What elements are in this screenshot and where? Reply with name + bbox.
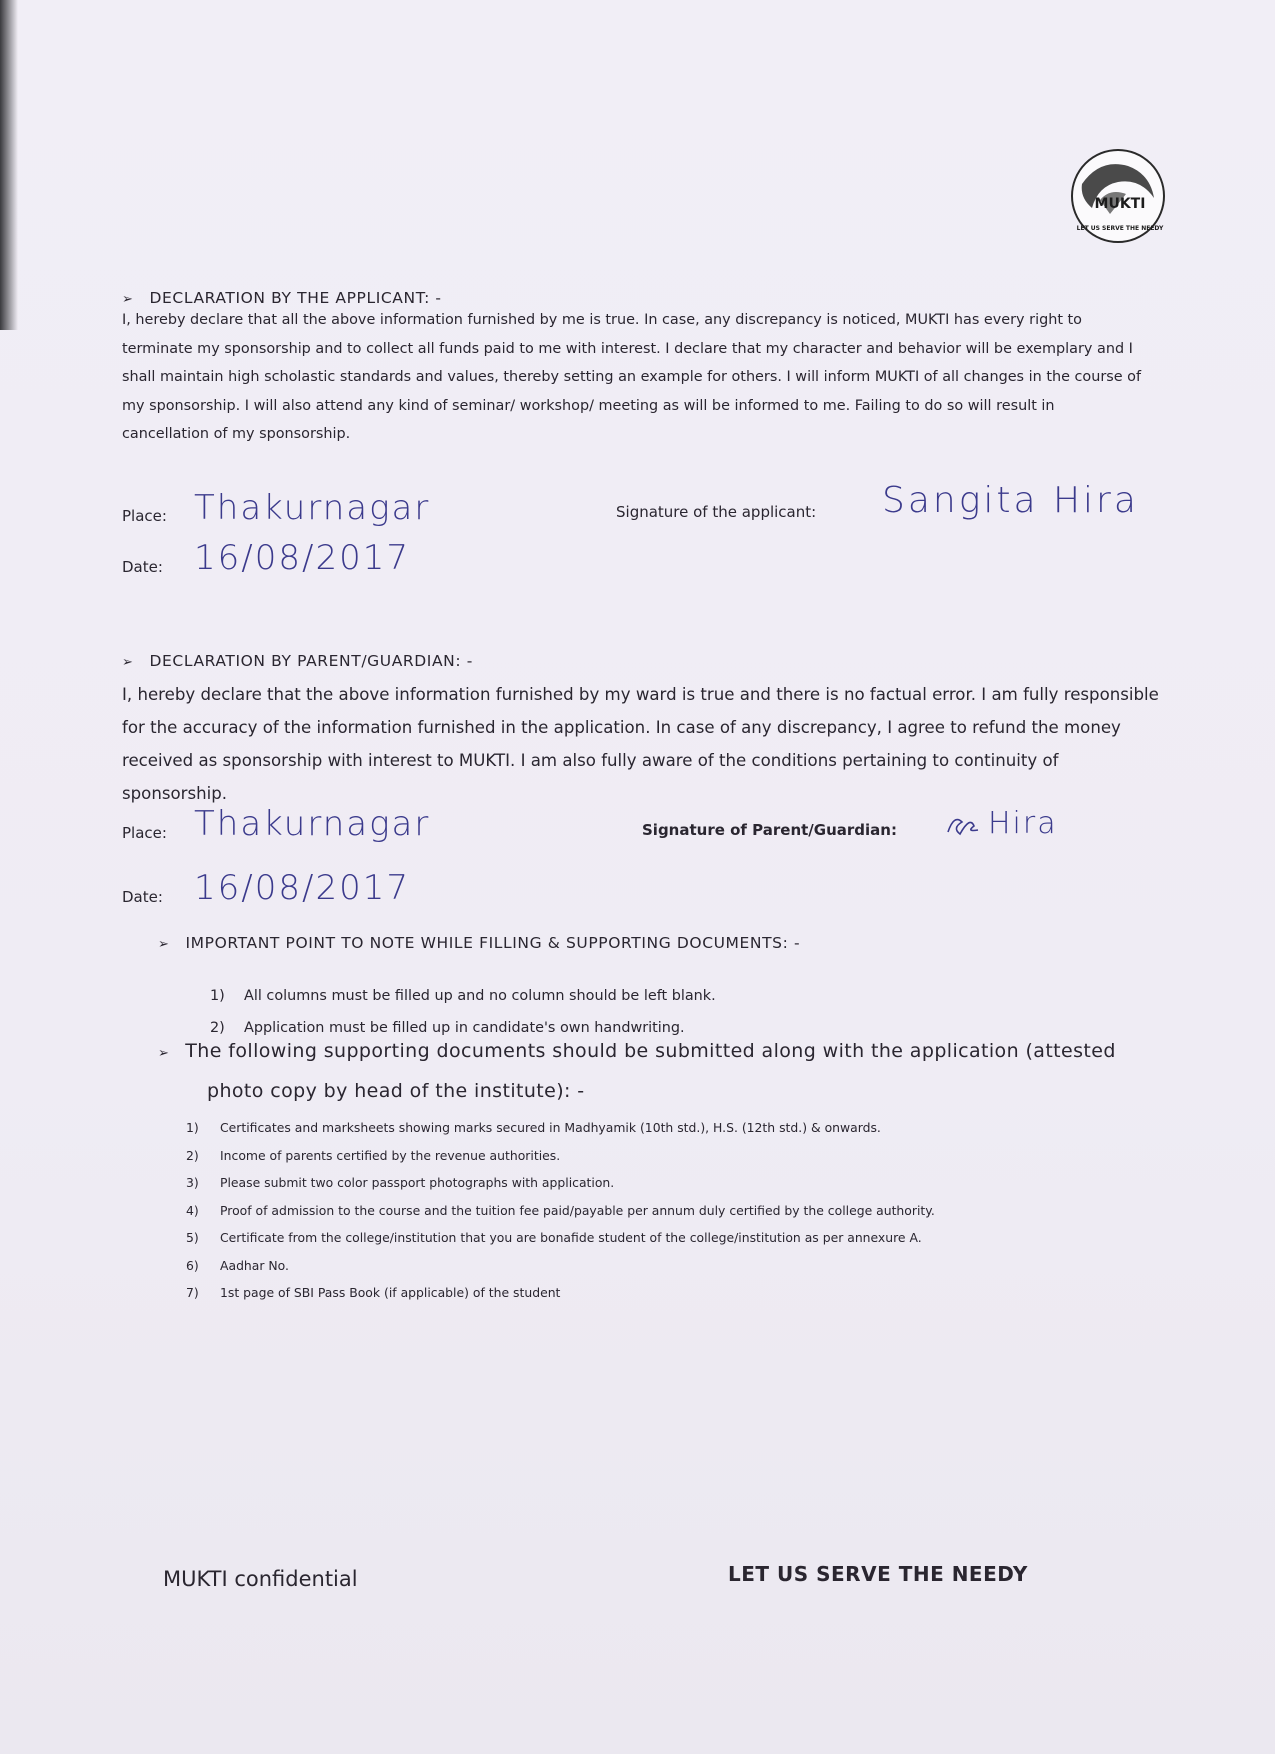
- list-item: 4) Proof of admission to the course and the tuition fee paid/payable per annum duly certified by the college authority.: [186, 1202, 935, 1218]
- list-item: 5) Certificate from the college/institution that you are bonafide student of the college/institution as per annexure A.: [186, 1230, 922, 1245]
- list-item: 7) 1st page of SBI Pass Book (if applicable) of the student: [186, 1285, 561, 1300]
- applicant-date-value: 16/08/2017: [194, 538, 410, 578]
- applicant-signature: Sangita Hira: [882, 480, 1139, 521]
- important-points-list: [210, 980, 716, 1044]
- applicant-declaration-text: I, hereby declare that all the above information furnished by me is true. In case, any discrepancy is noticed, MUKTI has every right to terminate my sponsorship and to collect all funds paid to me with interest. I declare that my character and behavior will be exemplary and I shall maintain high scholastic standards and values, thereby setting an example for others. I will inform MUKTI of all changes in the course of my sponsorship. I will also attend any kind of seminar/ workshop/ meeting as will be informed to me. Failing to do so will result in cancellation of my sponsorship.: [122, 312, 1142, 442]
- arrow-bullet-icon: ➢: [122, 292, 134, 307]
- footer-tagline: LET US SERVE THE NEEDY: [728, 1562, 1028, 1586]
- list-item: 3) Please submit two color passport photographs with application.: [186, 1175, 615, 1190]
- signature-scribble-icon: [944, 810, 988, 840]
- guardian-declaration-text: I, hereby declare that the above information furnished by my ward is true and there is no factual error. I am fully responsible for the accuracy of the information furnished in the application. In case of any discrepancy, I agree to refund the money received as sponsorship with interest to MUKTI. I am also fully aware of the conditions pertaining to continuity of sponsorship.: [122, 685, 1159, 803]
- applicant-place-label: Place:: [122, 507, 167, 525]
- mukti-logo-seal: [1070, 148, 1166, 244]
- guardian-signature-label: Signature of Parent/Guardian:: [642, 821, 897, 839]
- guardian-declaration-heading: ➢ DECLARATION BY PARENT/GUARDIAN: -: [122, 652, 473, 670]
- applicant-place-value: Thakurnagar: [194, 488, 431, 528]
- logo-text: MUKTI: [1094, 196, 1146, 212]
- arrow-bullet-icon: ➢: [122, 655, 134, 670]
- guardian-place-value: Thakurnagar: [194, 804, 431, 844]
- footer-confidential: MUKTI confidential: [163, 1567, 358, 1591]
- applicant-signature-label: Signature of the applicant:: [616, 503, 817, 521]
- list-item: 6) Aadhar No.: [186, 1257, 289, 1273]
- supporting-documents-heading-cont: photo copy by head of the institute): -: [207, 1080, 585, 1102]
- list-item: 2) Income of parents certified by the revenue authorities.: [186, 1147, 561, 1163]
- guardian-place-label: Place:: [122, 824, 167, 842]
- guardian-signature: Hira: [944, 806, 1058, 841]
- important-points-heading: ➢ IMPORTANT POINT TO NOTE WHILE FILLING & SUPPORTING DOCUMENTS: -: [158, 934, 801, 952]
- supporting-documents-heading: ➢ The following supporting documents should be submitted along with the application (attested: [158, 1040, 1116, 1062]
- supporting-documents-list: [186, 1114, 935, 1307]
- arrow-bullet-icon: ➢: [158, 1046, 170, 1061]
- scan-edge-shadow: [0, 0, 18, 330]
- list-item: 2) Application must be filled up in candidate's own handwriting.: [210, 1020, 685, 1036]
- list-item: 1) All columns must be filled up and no column should be left blank.: [210, 988, 716, 1004]
- logo-tagline: LET US SERVE THE NEEDY: [1076, 225, 1164, 232]
- arrow-bullet-icon: ➢: [158, 937, 170, 952]
- guardian-date-label: Date:: [122, 888, 163, 906]
- applicant-declaration-heading: ➢ DECLARATION BY THE APPLICANT: -: [122, 289, 442, 307]
- guardian-date-value: 16/08/2017: [194, 868, 410, 908]
- list-item: 1) Certificates and marksheets showing marks secured in Madhyamik (10th std.), H.S. (12th std.) & onwards.: [186, 1120, 881, 1135]
- applicant-date-label: Date:: [122, 558, 163, 576]
